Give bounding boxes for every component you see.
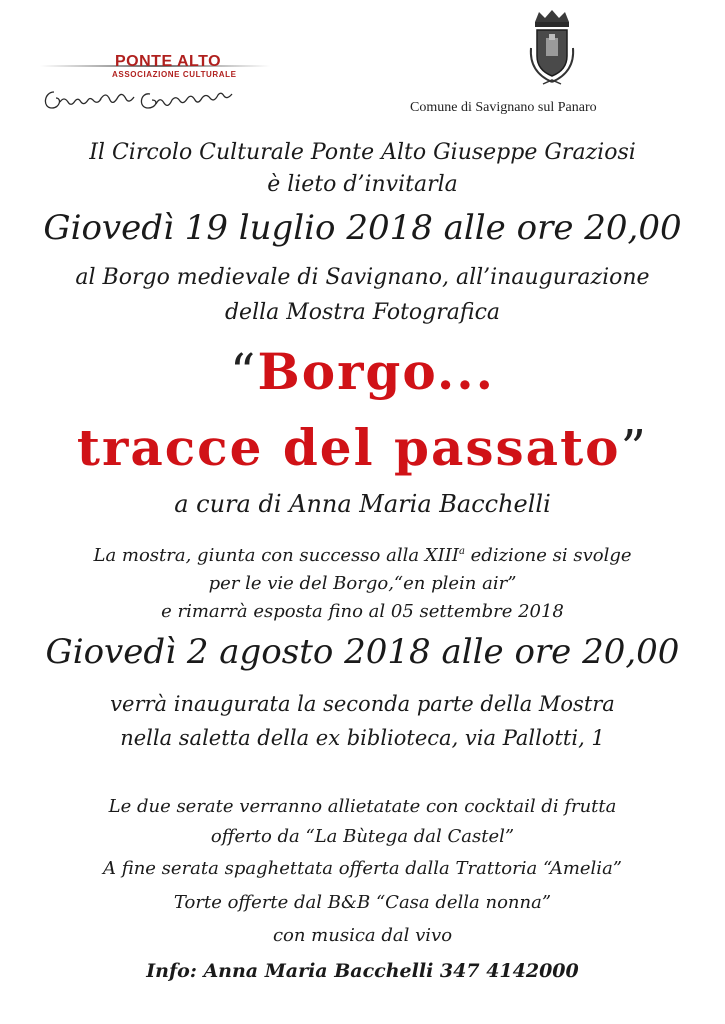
evenings-line-2: offerto da “La Bùtega dal Castel” bbox=[210, 826, 515, 847]
venue-line-1: al Borgo medievale di Savignano, all’inaugurazione bbox=[75, 265, 650, 290]
exhibition-title-line-1 bbox=[0, 342, 725, 401]
venue-line-2: della Mostra Fotografica bbox=[224, 300, 501, 325]
title-open-quote: “ bbox=[229, 343, 258, 401]
evenings-line-3: A fine serata spaghettata offerta dalla Trattoria “Amelia” bbox=[102, 858, 622, 879]
logo-name: PONTE ALTO bbox=[115, 53, 222, 70]
title-close-quote: ” bbox=[620, 419, 649, 477]
details-line-2: per le vie del Borgo,“en plein air” bbox=[208, 573, 517, 594]
logo-subtitle: ASSOCIAZIONE CULTURALE bbox=[112, 70, 237, 79]
municipality-label: Comune di Savignano sul Panaro bbox=[410, 100, 597, 115]
first-event-date: Giovedì 19 luglio 2018 alle ore 20,00 bbox=[43, 208, 682, 248]
intro-line-2: è lieto d’invitarla bbox=[267, 172, 458, 197]
evenings-line-1: Le due serate verranno allietatate con cocktail di frutta bbox=[108, 796, 617, 817]
title-part-2: tracce del passato bbox=[76, 418, 621, 477]
exhibition-title-line-2 bbox=[0, 418, 725, 477]
curator: a cura di Anna Maria Bacchelli bbox=[174, 490, 551, 518]
details-ordinal: a bbox=[458, 546, 465, 557]
info-contact: Info: Anna Maria Bacchelli 347 4142000 bbox=[146, 960, 579, 982]
signature bbox=[40, 78, 275, 118]
details-line-1 bbox=[0, 545, 725, 566]
second-part-line-1: verrà inaugurata la seconda parte della Mostra bbox=[110, 692, 615, 716]
evenings-line-4: Torte offerte dal B&B “Casa della nonna” bbox=[173, 892, 552, 913]
municipal-crest-icon bbox=[525, 8, 579, 88]
association-logo bbox=[40, 50, 280, 120]
title-part-1: Borgo... bbox=[257, 342, 496, 401]
second-event-date: Giovedì 2 agosto 2018 alle ore 20,00 bbox=[45, 632, 680, 672]
intro-line-1: Il Circolo Culturale Ponte Alto Giuseppe Graziosi bbox=[89, 140, 636, 165]
details-line-1-end: edizione si svolge bbox=[464, 545, 632, 566]
second-part-line-2: nella saletta della ex biblioteca, via Pallotti, 1 bbox=[120, 726, 605, 750]
details-line-1-text: La mostra, giunta con successo alla XIII bbox=[93, 545, 459, 566]
evenings-line-5: con musica dal vivo bbox=[272, 925, 453, 946]
details-line-3: e rimarrà esposta fino al 05 settembre 2018 bbox=[161, 601, 564, 622]
